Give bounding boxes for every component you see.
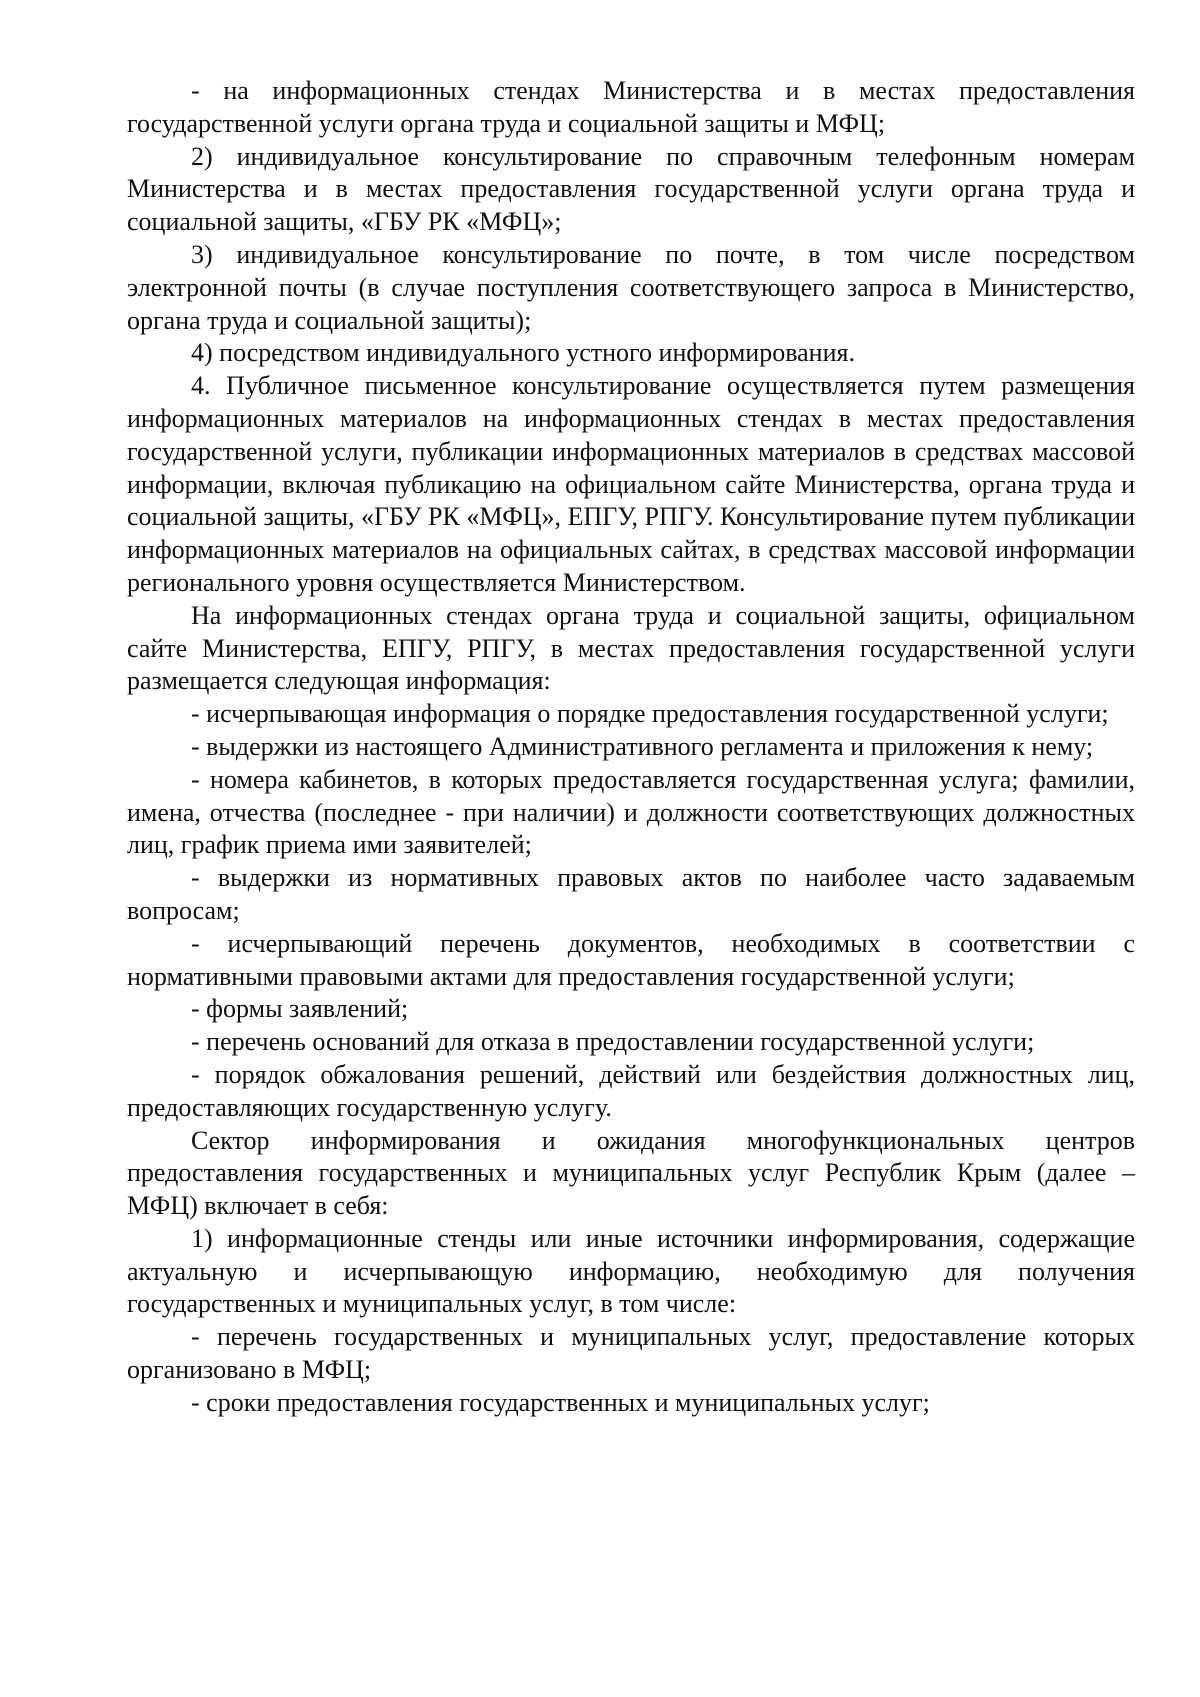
- list-item-appeal-procedure: - порядок обжалования решений, действий или бездействия должностных лиц, предоставляющих государственную услугу.: [127, 1059, 1135, 1122]
- paragraph-phone-consulting: 2) индивидуальное консультирование по справочным телефонным номерам Министерства и в местах предоставления государственной услуги органа труда и социальной защиты, «ГБУ РК «МФЦ»;: [127, 141, 1135, 237]
- list-item-service-terms: - сроки предоставления государственных и муниципальных услуг;: [191, 1387, 930, 1417]
- paragraph-mfc-stands: 1) информационные стенды или иные источники информирования, содержащие актуальную и исчерпывающую информацию, необходимую для получения государственных и муниципальных услуг, в том числе:: [127, 1223, 1135, 1319]
- document-body: [127, 75, 1135, 1420]
- list-item-refusal-grounds: - перечень оснований для отказа в предоставлении государственной услуги;: [191, 1027, 1035, 1057]
- list-item-legal-excerpts: - выдержки из нормативных правовых актов по наиболее часто задаваемым вопросам;: [127, 863, 1135, 925]
- paragraph-mail-consulting: 3) индивидуальное консультирование по почте, в том числе посредством электронной почты (в случае поступления соответствующего запроса в Министерство, органа труда и социальной защиты);: [127, 239, 1135, 335]
- list-item-documents-list: - исчерпывающий перечень документов, необходимых в соответствии с нормативными правовыми актами для предоставления государственной услуги;: [127, 928, 1135, 991]
- paragraph-oral-informing: 4) посредством индивидуального устного информирования.: [191, 338, 855, 368]
- paragraph-public-written-consulting: 4. Публичное письменное консультирование осуществляется путем размещения информационных материалов на информационных стендах в местах предоставления государственной услуги, публикации информационных материалов в средствах массовой информации, включая публикацию на официальном сайте Министерства, органа труда и социальной защиты, «ГБУ РК «МФЦ», ЕПГУ, РПГУ. Консультирование путем публикации информационных материалов на официальных сайтах, в средствах массовой информации регионального уровня осуществляется Министерством.: [127, 371, 1135, 597]
- paragraph-mfc-sector: Сектор информирования и ожидания многофункциональных центров предоставления государственных и муниципальных услуг Республик Крым (далее – МФЦ) включает в себя:: [127, 1125, 1135, 1221]
- list-item-regulation-excerpts: - выдержки из настоящего Административного регламента и приложения к нему;: [191, 731, 1094, 761]
- paragraph-info-stands: - на информационных стендах Министерства и в местах предоставления государственной услуги органа труда и социальной защиты и МФЦ;: [127, 76, 1135, 138]
- list-item-office-numbers: - номера кабинетов, в которых предоставляется государственная услуга; фамилии, имена, отчества (последнее - при наличии) и должности соответствующих должностных лиц, график приема ими заявителей;: [127, 764, 1135, 860]
- list-item-application-forms: - формы заявлений;: [191, 994, 409, 1024]
- list-item-procedure-info: - исчерпывающая информация о порядке предоставления государственной услуги;: [191, 699, 1109, 729]
- list-item-services-list: - перечень государственных и муниципальных услуг, предоставление которых организовано в МФЦ;: [127, 1322, 1135, 1385]
- paragraph-stands-information: На информационных стендах органа труда и социальной защиты, официальном сайте Министерства, ЕПГУ, РПГУ, в местах предоставления государственной услуги размещается следующая информация:: [127, 600, 1135, 696]
